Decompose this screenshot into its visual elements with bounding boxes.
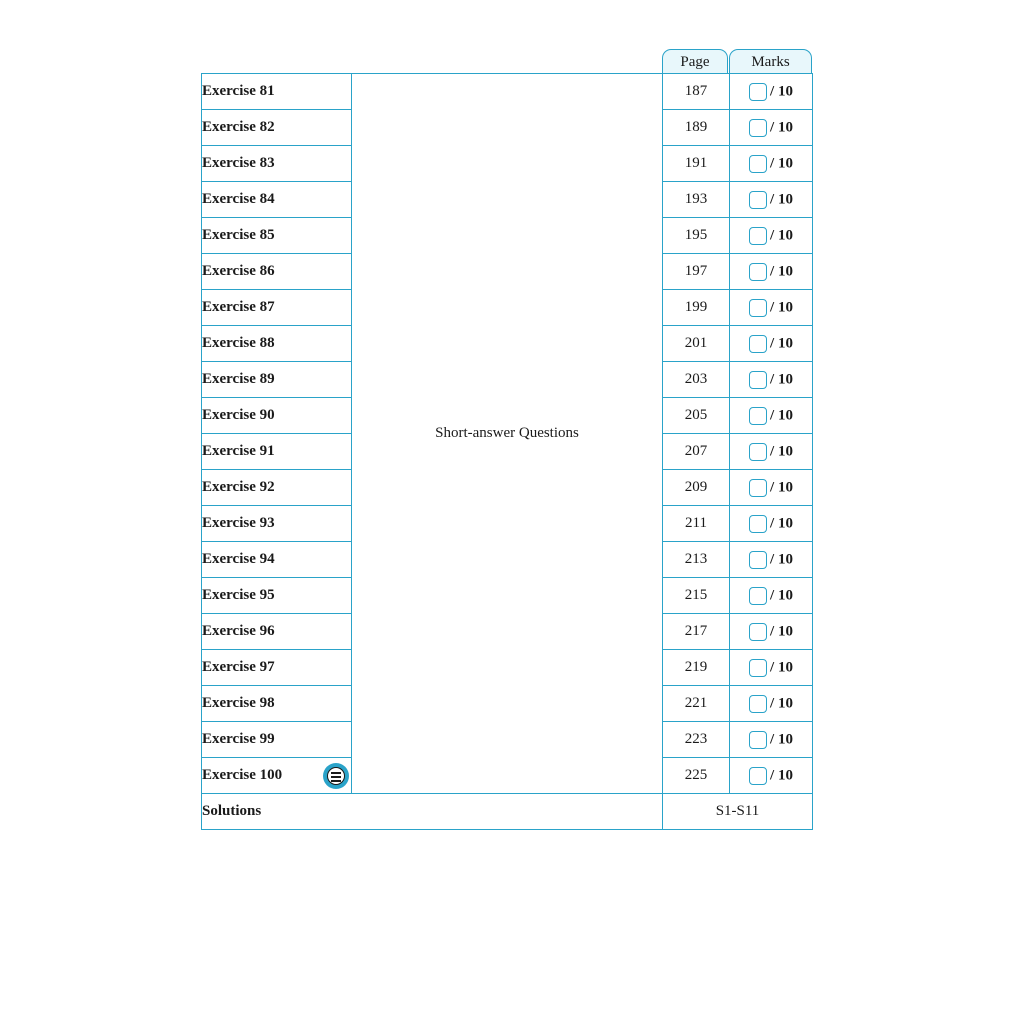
page-number: 193 [663,182,730,218]
marks-cell [730,758,813,794]
exercise-cell [202,578,352,614]
exercise-cell [202,218,352,254]
page-number: 221 [663,686,730,722]
marks-cell [730,182,813,218]
page-number: 215 [663,578,730,614]
marks-cell [730,686,813,722]
marks-total: / 10 [770,191,793,207]
exercise-cell [202,434,352,470]
marks-total: / 10 [770,659,793,675]
exercise-cell [202,362,352,398]
marks-cell [730,290,813,326]
marks-cell [730,74,813,110]
score-input-box[interactable] [749,551,767,569]
exercise-label: Exercise 98 [202,695,275,711]
page-number: 197 [663,254,730,290]
page-number: 213 [663,542,730,578]
page-number: 223 [663,722,730,758]
exercise-label: Exercise 92 [202,479,275,495]
page-number: 199 [663,290,730,326]
marks-cell [730,362,813,398]
marks-total: / 10 [770,263,793,279]
contents-table [201,73,813,830]
marks-total: / 10 [770,155,793,171]
score-input-box[interactable] [749,299,767,317]
marks-total: / 10 [770,587,793,603]
page-number: 219 [663,650,730,686]
score-input-box[interactable] [749,227,767,245]
marks-cell [730,218,813,254]
score-input-box[interactable] [749,371,767,389]
marks-total: / 10 [770,515,793,531]
exercise-cell [202,254,352,290]
page-column-header: Page [662,49,728,73]
score-input-box[interactable] [749,443,767,461]
solutions-row [202,794,813,830]
score-input-box[interactable] [749,191,767,209]
exercise-label: Exercise 96 [202,623,275,639]
page-number: 201 [663,326,730,362]
marks-cell [730,146,813,182]
marks-total: / 10 [770,623,793,639]
marks-total: / 10 [770,407,793,423]
marks-total: / 10 [770,227,793,243]
table-row [202,74,813,110]
page-number: 217 [663,614,730,650]
exercise-label: Exercise 99 [202,731,275,747]
checklist-badge-icon [323,763,349,789]
exercise-cell [202,686,352,722]
score-input-box[interactable] [749,587,767,605]
marks-cell [730,434,813,470]
exercise-label: Exercise 94 [202,551,275,567]
section-description-label: Short-answer Questions [435,425,579,441]
marks-column-header: Marks [729,49,812,73]
exercise-cell [202,542,352,578]
page-number: 211 [663,506,730,542]
exercise-label: Exercise 81 [202,83,275,99]
exercise-cell [202,506,352,542]
score-input-box[interactable] [749,623,767,641]
exercise-label: Exercise 86 [202,263,275,279]
exercise-label: Exercise 83 [202,155,275,171]
exercise-cell [202,722,352,758]
marks-total: / 10 [770,335,793,351]
exercise-cell [202,758,352,794]
score-input-box[interactable] [749,119,767,137]
marks-cell [730,254,813,290]
exercise-label: Exercise 85 [202,227,275,243]
marks-cell [730,650,813,686]
exercise-cell [202,146,352,182]
exercise-cell [202,110,352,146]
score-input-box[interactable] [749,407,767,425]
page-number: 187 [663,74,730,110]
exercise-cell [202,614,352,650]
exercise-label: Exercise 84 [202,191,275,207]
page-number: 191 [663,146,730,182]
marks-total: / 10 [770,443,793,459]
marks-total: / 10 [770,119,793,135]
exercise-label: Exercise 88 [202,335,275,351]
score-input-box[interactable] [749,479,767,497]
page-number: 189 [663,110,730,146]
page-number: 203 [663,362,730,398]
score-input-box[interactable] [749,515,767,533]
marks-total: / 10 [770,767,793,783]
page-number: 209 [663,470,730,506]
marks-total: / 10 [770,695,793,711]
exercise-label: Exercise 82 [202,119,275,135]
score-input-box[interactable] [749,731,767,749]
score-input-box[interactable] [749,767,767,785]
marks-total: / 10 [770,479,793,495]
exercise-label: Exercise 90 [202,407,275,423]
score-input-box[interactable] [749,335,767,353]
exercise-label: Exercise 93 [202,515,275,531]
solutions-label: Solutions [202,794,663,830]
exercise-label: Exercise 89 [202,371,275,387]
page-number: 225 [663,758,730,794]
score-input-box[interactable] [749,155,767,173]
score-input-box[interactable] [749,263,767,281]
marks-cell [730,542,813,578]
exercise-cell [202,326,352,362]
exercise-cell [202,650,352,686]
exercise-cell [202,74,352,110]
score-input-box[interactable] [749,83,767,101]
marks-total: / 10 [770,371,793,387]
page-number: 207 [663,434,730,470]
marks-total: / 10 [770,299,793,315]
marks-cell [730,722,813,758]
marks-total: / 10 [770,83,793,99]
exercise-label: Exercise 91 [202,443,275,459]
score-input-box[interactable] [749,659,767,677]
exercise-cell [202,470,352,506]
page-number: 195 [663,218,730,254]
solutions-pages: S1-S11 [663,794,813,830]
marks-total: / 10 [770,551,793,567]
page-number: 205 [663,398,730,434]
exercise-label: Exercise 95 [202,587,275,603]
exercise-label: Exercise 97 [202,659,275,675]
marks-cell [730,398,813,434]
exercise-label: Exercise 100 [202,767,283,783]
marks-cell [730,614,813,650]
exercise-cell [202,182,352,218]
exercise-cell [202,290,352,326]
section-description [352,74,663,794]
marks-total: / 10 [770,731,793,747]
exercise-label: Exercise 87 [202,299,275,315]
exercise-cell [202,398,352,434]
marks-cell [730,506,813,542]
marks-cell [730,326,813,362]
marks-cell [730,110,813,146]
marks-cell [730,470,813,506]
score-input-box[interactable] [749,695,767,713]
marks-cell [730,578,813,614]
